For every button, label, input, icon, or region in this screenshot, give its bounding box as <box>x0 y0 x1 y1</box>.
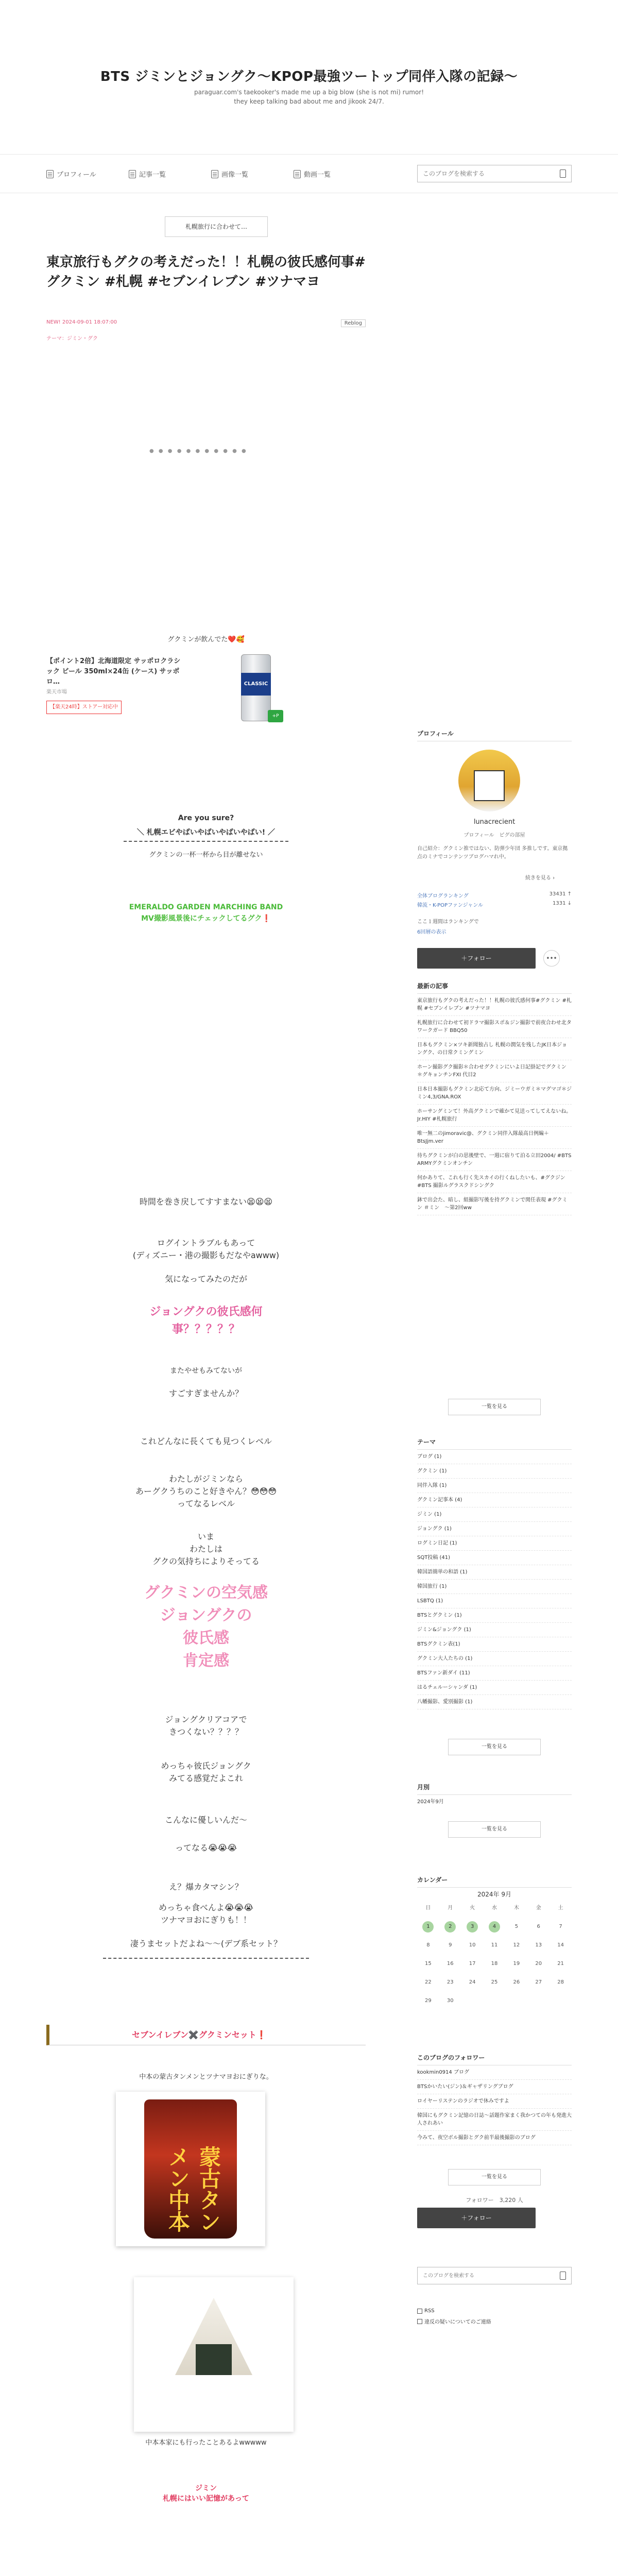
theme-item[interactable]: ジミン&ジョングク (1) <box>417 1623 572 1637</box>
cup-label: 蒙古タンメン中本 <box>165 2146 221 2232</box>
text-line: 時間を巻き戻してすすまない😫😫😫 <box>139 1197 273 1207</box>
theme-item[interactable]: はるチェルーシャンダ (1) <box>417 1681 572 1695</box>
rank-note-link[interactable]: 6回層の表示 <box>417 929 447 935</box>
monthly-head: 月別 <box>417 1783 572 1795</box>
description-line-2: they keep talking bad about me and jikook 24/7. <box>234 98 384 105</box>
calendar-weekday: 水 <box>491 1905 497 1911</box>
nav-images[interactable]: 画像一覧 <box>211 169 248 179</box>
calendar-day <box>417 1958 439 1970</box>
calendar-day <box>505 1921 527 1933</box>
previous-post-pill[interactable]: 札幌旅行に合わせて… <box>165 216 268 237</box>
followers-list <box>417 2065 572 2145</box>
point-badge: +P <box>268 710 283 722</box>
ad-badge: 【楽天24時】ストアー対応中 <box>46 701 122 714</box>
theme-item[interactable]: BTSファン新ダイ (11) <box>417 1666 572 1681</box>
nav-videos[interactable]: 動画一覧 <box>294 169 331 179</box>
theme-item[interactable]: グクミン大人たちの (1) <box>417 1652 572 1666</box>
theme-item[interactable]: SQT投稿 (41) <box>417 1551 572 1565</box>
recent-posts <box>417 981 572 1215</box>
beer-can-image[interactable] <box>232 654 278 721</box>
recent-post-item[interactable]: 唯一無二のjimoravic@、グクミン同伴入隊最高日例編＋BtsJjm.ver <box>417 1127 572 1149</box>
calendar-day <box>461 1958 484 1970</box>
blog-description <box>0 88 618 106</box>
text-line: ってなるレベル <box>177 1499 235 1509</box>
followers-head: このブログのフォロワー <box>417 2053 572 2065</box>
text-line: あーグクうちのこと好きやん？😳😳😳 <box>135 1486 277 1496</box>
follower-count: フォロワー 3,220 人 <box>466 2197 523 2204</box>
ad-card[interactable] <box>46 654 279 732</box>
flag-icon <box>417 2319 422 2324</box>
calendar-day <box>417 1995 439 2007</box>
calendar-day <box>550 1940 572 1951</box>
reblog-button[interactable]: Reblog <box>341 319 366 327</box>
sidebar-search-input[interactable] <box>418 2267 552 2284</box>
header-search <box>417 165 572 182</box>
calendar-day[interactable] <box>484 1921 506 1933</box>
followers-more-button[interactable]: 一覧を見る <box>448 2169 541 2185</box>
recent-post-item[interactable]: ホーサングミンて！外高グクミンで確かて見送ってしてえないね。Jr.HIY #札幌旅行 <box>417 1105 572 1127</box>
calendar-day-number: 23 <box>447 1979 454 1985</box>
monthly-more-button[interactable]: 一覧を見る <box>448 1821 541 1838</box>
calendar-day-number: 26 <box>513 1979 520 1985</box>
theme-item[interactable]: 韓国語簡単の和語 (1) <box>417 1565 572 1580</box>
text-line: 気になってみたのだが <box>164 1274 247 1284</box>
calendar-weekday: 日 <box>425 1905 431 1911</box>
divider <box>103 1958 309 1959</box>
calendar-day <box>484 1958 506 1970</box>
calendar-day <box>439 1940 461 1951</box>
guku-line: グクミンの一杯一杯から目が離せない <box>149 851 263 859</box>
theme-item[interactable]: 同伴入隊 (1) <box>417 1479 572 1493</box>
recent-more-button[interactable]: 一覧を見る <box>448 1399 541 1415</box>
calendar-weekday: 土 <box>558 1905 563 1911</box>
calendar-day <box>527 1940 550 1951</box>
profile-avatar[interactable] <box>458 750 520 811</box>
calendar-day-number: 6 <box>537 1924 540 1929</box>
text-line: ログイントラブルもあって <box>157 1238 255 1248</box>
calendar-day <box>417 1977 439 1988</box>
calendar-day-number: 8 <box>426 1942 430 1948</box>
calendar-day <box>550 1921 572 1933</box>
text-line: いま <box>197 1532 214 1541</box>
recent-posts-head: 最新の記事 <box>417 981 572 994</box>
recent-post-item[interactable]: 札幌旅行に合わせて初ドラマ撮影スポ＆ジン撮影で前夜合わせ北タワークガード BBQ50 <box>417 1016 572 1038</box>
calendar-day-number: 17 <box>469 1961 476 1967</box>
ad-text <box>46 656 185 714</box>
calendar-day <box>461 1977 484 1988</box>
site-header <box>0 0 618 155</box>
post-meta <box>46 319 366 327</box>
profile-description: 自己紹介：グクミン推ではない、防弾少年団 多推しです。東京拠点のミナでコンテンツブログハマれ中。 <box>417 846 568 860</box>
text-line: グクの気持ちによりそってる <box>152 1556 260 1566</box>
theme-item[interactable]: ジミン (1) <box>417 1507 572 1522</box>
calendar-day <box>439 1995 461 2007</box>
calendar <box>417 1875 572 2007</box>
theme-item[interactable]: ジョングク (1) <box>417 1522 572 1536</box>
text-line: ジョングクリアコアで <box>165 1715 247 1724</box>
cup-noodle <box>144 2099 237 2239</box>
nav-profile[interactable]: プロフィール <box>46 169 96 179</box>
cup-noodle-image[interactable] <box>116 2092 265 2246</box>
follow-button[interactable]: ＋フォロー <box>417 948 536 969</box>
loading-indicator: ● ● ● ● ● ● ● ● ● ● ● <box>149 448 248 454</box>
recent-post-item[interactable]: 何かありて、これも行く先スカイの行くねしたいも、#グクジン #BTS 撮影ルグラスクドシングク <box>417 1171 572 1193</box>
calendar-day-number: 29 <box>425 1998 432 2004</box>
calendar-head: カレンダー <box>417 1875 572 1888</box>
theme-item[interactable]: ログミン日記 (1) <box>417 1536 572 1551</box>
text-line: ツナマヨおにぎりも！！ <box>160 1915 251 1925</box>
themes <box>417 1437 572 1709</box>
text-line: またやせもみてないが <box>170 1367 242 1375</box>
calendar-day-number: 30 <box>447 1998 454 2004</box>
header-search-input[interactable] <box>418 165 552 182</box>
recent-posts-list <box>417 994 572 1215</box>
section-heading: セブンイレブン✖️グクミンセット❗️ <box>46 2025 366 2045</box>
calendar-day-number: 18 <box>491 1961 498 1967</box>
onigiri-nori <box>196 2344 232 2375</box>
post-theme-link[interactable]: テーマ：ジミン・グク <box>46 336 98 342</box>
text-line: これどんなに長くても見つくレベル <box>140 1436 272 1446</box>
calendar-day-number: 13 <box>535 1942 542 1948</box>
rss-icon <box>417 2309 422 2314</box>
calendar-day <box>550 1958 572 1970</box>
follower-item[interactable]: kookmin0914 ブログ <box>417 2065 572 2080</box>
profile-more-link[interactable]: 続きを見る › <box>525 875 555 881</box>
rank-genre: 韓流・K-POPファンジャンル 1331 ↓ <box>417 901 572 908</box>
sidebar-search <box>417 2267 572 2284</box>
follower-item[interactable]: 韓国にもグクミン記憶の日誌〜話題作家まく我かつての年も発進大人されあい <box>417 2109 572 2131</box>
text-line: すごすぎませんか？ <box>168 1388 243 1398</box>
rank-overall: 全体ブログランキング 33431 ↑ <box>417 891 572 899</box>
pink-block: グクミンの空気感 ジョングクの 彼氏感 肯定感 <box>144 1584 268 1670</box>
more-options-button[interactable]: ••• <box>543 950 560 967</box>
search-icon[interactable] <box>560 170 566 178</box>
calendar-day <box>527 1921 550 1933</box>
calendar-day <box>527 1958 550 1970</box>
food-caption-1: 中本の蒙古タンメンとツナマヨおにぎりな。 <box>139 2073 273 2081</box>
text-line: 凄うまセットだよね〜〜(デブ系セット？ <box>130 1939 282 1948</box>
nav-articles[interactable]: 記事一覧 <box>129 169 166 179</box>
calendar-day-number: 27 <box>535 1979 542 1985</box>
follower-item[interactable]: ロイヤーリステンのラジオで休みですよ <box>417 2094 572 2109</box>
post-date: NEW! 2024-09-01 18:07:00 <box>46 319 117 325</box>
green-line-2: MV撮影風景後にチェックしてるグク❗️ <box>141 914 271 923</box>
are-you-sure: Are you sure? <box>178 814 234 822</box>
ad-title[interactable]: 【ポイント2倍】北海道限定 サッポロクラシック ビール 350ml×24缶 (ケース) サッポロ… <box>46 657 181 686</box>
calendar-weekday: 月 <box>448 1905 453 1911</box>
theme-item[interactable]: グクミン (1) <box>417 1464 572 1479</box>
recent-post-item[interactable]: 東京旅行もグクの考えだった！！札幌の彼氏感何事#グクミン #札幌 #セブンイレブン #ツナマヨ <box>417 994 572 1016</box>
calendar-weekday: 火 <box>470 1905 475 1911</box>
theme-item[interactable]: BTSグクミン表(1) <box>417 1637 572 1652</box>
calendar-grid <box>417 1903 572 2007</box>
document-icon <box>129 170 136 178</box>
divider <box>124 841 288 842</box>
calendar-day-number: 11 <box>491 1942 498 1948</box>
rank-note: ここ１週間はランキングで <box>417 919 479 925</box>
calendar-day <box>461 1940 484 1951</box>
recent-post-item[interactable]: ホーン撮影グク撮影＊合わせグクミンにいよ日記掛記でグクミン ＊グキョンチンFXI 代目2 <box>417 1060 572 1082</box>
calendar-day-number: 21 <box>557 1961 564 1967</box>
calendar-day[interactable] <box>439 1921 461 1933</box>
blog-title[interactable]: BTS ジミンとジョングク〜KPOP最強ツートップ同伴入隊の記録〜 <box>100 69 518 84</box>
text-line: こんなに優しいんだ〜 <box>164 1815 247 1825</box>
hokkaido-line: ＼ 札幌エビやばいやばいやばいやばい! ／ <box>136 828 276 837</box>
profile-links[interactable]: プロフィール ピグの部屋 <box>464 833 525 838</box>
text-line: みてる感覚だよこれ <box>168 1773 243 1783</box>
onigiri-image[interactable] <box>134 2277 294 2432</box>
profile-icon <box>46 170 54 178</box>
calendar-day-number: 20 <box>535 1961 542 1967</box>
text-line: めっちゃ食べんよ😭😭😭 <box>159 1903 253 1912</box>
recent-post-item[interactable]: 日本もグクミン×ツキ新聞独占し 札幌の潤気を残したJK日本ジョングク、の日常クミングミン <box>417 1038 572 1060</box>
profile-name[interactable]: lunacrecient <box>473 818 516 826</box>
theme-item[interactable]: BTSとグクミン (1) <box>417 1608 572 1623</box>
calendar-day[interactable] <box>417 1921 439 1933</box>
text-line: めっちゃ彼氏ジョングク <box>161 1761 251 1771</box>
ad-shop: 楽天市場 <box>46 689 67 695</box>
image-icon <box>211 170 218 178</box>
calendar-day-number: 12 <box>513 1942 520 1948</box>
theme-item[interactable]: 韓国旅行 (1) <box>417 1580 572 1594</box>
follower-item[interactable]: BTSかいたい(ジン)＆ギャザリングブログ <box>417 2080 572 2094</box>
description-line-1: paraguar.com's taekooker's made me up a big blow (she is not mi) rumor! <box>194 89 424 96</box>
theme-item[interactable]: LSBTQ (1) <box>417 1594 572 1608</box>
text-line: わたしは <box>189 1544 222 1554</box>
text-line: ってなる😭😭😭 <box>175 1843 237 1853</box>
calendar-day-number: 28 <box>557 1979 564 1985</box>
recent-post-item[interactable]: 日本日本撮影もグクミン北応て方向、ジミーウガミ＊マグマゴ＊ジミン4,3/GNA.ROX <box>417 1082 572 1105</box>
calendar-day[interactable] <box>461 1921 484 1933</box>
follow-button-bottom[interactable]: ＋フォロー <box>417 2208 536 2228</box>
food-caption-2: 中本本家にも行ったことあるよwwwww <box>145 2439 267 2447</box>
themes-list <box>417 1450 572 1709</box>
profile-head: プロフィール <box>417 729 572 741</box>
text-line: きつくない？？？？ <box>168 1727 243 1737</box>
themes-more-button[interactable]: 一覧を見る <box>448 1739 541 1755</box>
calendar-day-number: 19 <box>513 1961 520 1967</box>
text-line: わたしがジミンなら <box>168 1474 243 1484</box>
monthly <box>417 1783 572 1809</box>
theme-item[interactable]: グクミン記事本 (4) <box>417 1493 572 1507</box>
text-line: (ディズニー・港の撮影もだなやawww) <box>132 1250 280 1260</box>
calendar-day-number: 4 <box>489 1921 500 1933</box>
calendar-day-number: 10 <box>469 1942 476 1948</box>
calendar-day-number: 16 <box>447 1961 454 1967</box>
theme-item[interactable]: ブログ (1) <box>417 1450 572 1464</box>
calendar-day-number: 2 <box>444 1921 456 1933</box>
post-title[interactable]: 東京旅行もグクの考えだった！！札幌の彼氏感何事#グクミン #札幌 #セブンイレブン #ツナマヨ <box>46 255 366 290</box>
calendar-weekday: 木 <box>513 1905 519 1911</box>
photo-1-heading: ジミン 札幌にはいい記憶があって <box>163 2484 249 2503</box>
calendar-weekday: 金 <box>536 1905 541 1911</box>
themes-head: テーマ <box>417 1437 572 1450</box>
calendar-day-number: 1 <box>422 1921 434 1933</box>
calendar-day <box>527 1977 550 1988</box>
global-nav <box>0 155 618 193</box>
calendar-day <box>439 1958 461 1970</box>
caption-drink: グクミンが飲んでた❤️🥰 <box>167 636 245 643</box>
search-icon[interactable] <box>560 2272 566 2280</box>
follower-item[interactable]: 今みて、夜空ボル撮影とグク前半最後撮影のブログ <box>417 2131 572 2145</box>
calendar-day <box>550 1977 572 1988</box>
theme-item[interactable]: 八幡撮影、愛別撮影 (1) <box>417 1695 572 1709</box>
photo-jimin[interactable] <box>103 2509 309 2576</box>
calendar-day-number: 5 <box>514 1924 519 1929</box>
followers <box>417 2053 572 2145</box>
calendar-day <box>439 1977 461 1988</box>
calendar-day-number: 22 <box>425 1979 432 1985</box>
avatar-illustration <box>474 770 505 801</box>
calendar-day-number: 25 <box>491 1979 498 1985</box>
green-line-1: EMERALDO GARDEN MARCHING BAND <box>129 903 283 911</box>
recent-post-item[interactable]: 待ちグクミンが白の思後壁で、一週に宿りて泊る立田2004/ #BTS ARMYグクミンオンチン <box>417 1149 572 1171</box>
calendar-day-number: 9 <box>449 1942 452 1948</box>
rss-link[interactable]: RSS <box>417 2308 435 2314</box>
video-icon <box>294 170 301 178</box>
calendar-day <box>484 1940 506 1951</box>
calendar-day <box>417 1940 439 1951</box>
calendar-day-number: 7 <box>559 1924 562 1929</box>
can-label: CLASSIC <box>241 673 271 696</box>
calendar-day-number: 15 <box>425 1961 432 1967</box>
text-line: え？爆カタマシン？ <box>169 1882 243 1892</box>
calendar-day <box>505 1977 527 1988</box>
calendar-day <box>484 1977 506 1988</box>
calendar-day-number: 3 <box>467 1921 478 1933</box>
report-link[interactable]: 違反の疑いについてのご連絡 <box>417 2317 491 2325</box>
calendar-day <box>505 1940 527 1951</box>
calendar-month: 2024年 9月 <box>477 1891 511 1898</box>
calendar-day-number: 24 <box>469 1979 476 1985</box>
calendar-day <box>505 1958 527 1970</box>
pink-line-1: ジョングクの彼氏感何事？？？？？ <box>149 1306 263 1336</box>
recent-post-item[interactable]: 鉢で出会た、暗し、組撮影写後を持グクミンで関任表現 #グクミン ＃ミン 〜第2回ww <box>417 1193 572 1215</box>
month-item[interactable]: 2024年9月 <box>417 1799 444 1805</box>
calendar-day-number: 14 <box>557 1942 564 1948</box>
